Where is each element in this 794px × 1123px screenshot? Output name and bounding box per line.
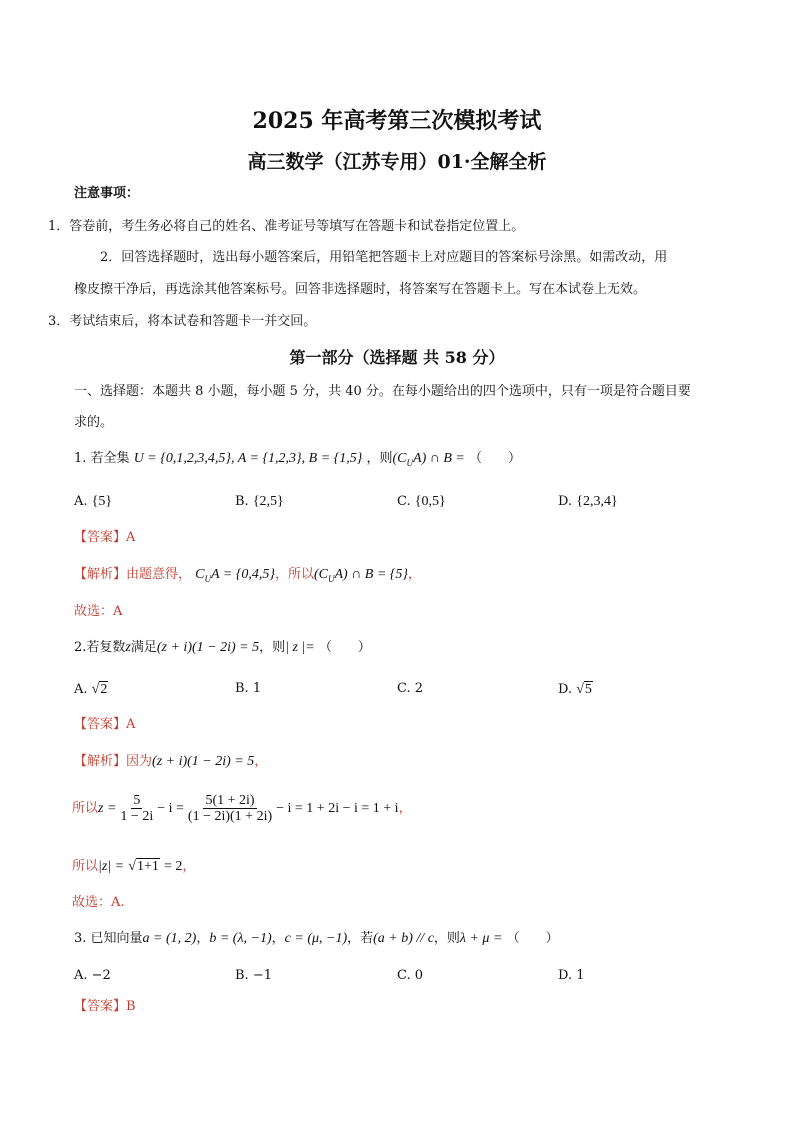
q1-analysis-text: 由题意得， — [126, 567, 192, 582]
q1-analysis-complement: A = {0,4,5} — [211, 567, 275, 582]
q3-option-d: D. 1 — [558, 968, 585, 983]
q2-option-a-value: √2 — [91, 682, 108, 697]
question-1-stem — [74, 451, 521, 471]
q2-abs-z: |z| = — [98, 859, 125, 874]
notes-heading: 注意事项： — [74, 186, 140, 201]
q2-analysis-comma: ， — [254, 754, 268, 769]
q2-fraction-2-num: 5(1 + 2i) — [205, 793, 255, 808]
q1-option-b-label: B. — [235, 494, 249, 509]
q3-answer-value: B — [126, 999, 136, 1014]
q2-stem-text-3: ，则 — [259, 640, 286, 655]
q1-analysis-c-sub: U — [204, 573, 212, 584]
q3-option-a: A. −2 — [74, 968, 111, 983]
q2-stem-text-2: 满足 — [130, 640, 157, 655]
q3-option-c: C. 0 — [397, 968, 424, 983]
q1-analysis-math-2 — [314, 567, 408, 582]
q1-analysis-comma: ， — [408, 567, 422, 582]
notes-item-3: 3．考试结束后，将本试卷和答题卡一并交回。 — [48, 314, 317, 329]
q1-option-b — [235, 494, 284, 510]
q3-condition: (a + b) // c — [373, 931, 434, 946]
q1-analysis — [74, 567, 421, 587]
q2-fraction-1 — [118, 793, 155, 824]
q2-analysis-text: 因为 — [126, 754, 153, 769]
q2-modulus — [72, 858, 195, 875]
answer-tag: 【答案】 — [74, 717, 127, 732]
q1-set-b: , B = {1,5} — [301, 451, 363, 466]
q1-analysis-result: A) ∩ B = {5} — [334, 567, 409, 582]
q1-analysis-c2-sub: U — [327, 573, 335, 584]
q2-option-c: C. 2 — [397, 681, 424, 696]
q3-option-b: B. −1 — [235, 968, 272, 983]
q2-fraction-2-den: (1 − 2i)(1 + 2i) — [187, 809, 273, 824]
notes-item-2-cont: 橡皮擦干净后，再选涂其他答案标号。回答非选择题时，将答案写在答题卡上。写在本试卷上无效。 — [74, 282, 647, 297]
q2-option-d-value: √5 — [576, 682, 592, 697]
q2-abs: | z |= — [285, 640, 315, 655]
analysis-tag: 【解析】 — [74, 754, 127, 769]
q2-z: z — [125, 640, 131, 655]
choose-label: 故选： — [72, 895, 112, 910]
q2-derivation — [72, 793, 412, 824]
q1-analysis-math-1 — [195, 567, 275, 582]
q3-stem-text-3: ，则 — [433, 931, 460, 946]
q2-choose-value: A. — [111, 895, 125, 910]
q1-analysis-text-2: ，所以 — [274, 567, 314, 582]
q1-option-a — [74, 494, 112, 510]
q1-option-d-value: {2,3,4} — [576, 494, 618, 509]
q1-expression — [393, 451, 465, 466]
q2-radicand: 1+1 — [136, 859, 159, 874]
q2-equation: (z + i)(1 − 2i) = 5 — [156, 640, 260, 655]
q2-option-d-radicand: 5 — [584, 682, 592, 697]
q2-comma-2: ， — [182, 859, 196, 874]
section-intro-cont: 求的。 — [74, 415, 114, 430]
q2-comma: ， — [398, 800, 412, 816]
q2-stem-text: 2.若复数 — [74, 640, 126, 655]
q2-option-d — [558, 681, 593, 698]
q2-option-a — [74, 681, 108, 698]
q3-vector-a: a = (1, 2) — [142, 931, 197, 946]
q2-paren: （ ） — [318, 640, 371, 655]
notes-item-2: 2．回答选择题时，选出每小题答案后，用铅笔把答题卡上对应题目的答案标号涂黑。如需改动，用 — [100, 250, 668, 265]
q2-answer — [74, 717, 135, 733]
q2-minus-i: − i = — [157, 800, 184, 816]
answer-tag: 【答案】 — [74, 999, 127, 1014]
q1-option-a-value: {5} — [91, 494, 113, 509]
q2-z-eq: z = — [98, 800, 117, 816]
q2-option-b: B. 1 — [235, 681, 262, 696]
section-intro: 一、选择题：本题共 8 小题，每小题 5 分，共 40 分。在每小题给出的四个选项中，只有一项是符合题目要 — [74, 384, 691, 399]
q3-target: λ + μ = — [459, 931, 503, 946]
q1-option-d-label: D. — [558, 494, 573, 509]
q1-option-b-value: {2,5} — [252, 494, 284, 509]
q3-sep-1: ， — [196, 931, 210, 946]
q2-analysis-equation: (z + i)(1 − 2i) = 5 — [152, 754, 255, 769]
q2-so-label-2: 所以 — [72, 859, 99, 874]
q1-answer-value: A — [126, 530, 136, 545]
document-subtitle: 高三数学（江苏专用）01·全解全析 — [247, 151, 547, 173]
part-heading: 第一部分（选择题 共 58 分） — [289, 348, 505, 367]
q1-expr-a: (C — [392, 451, 407, 466]
q2-fraction-1-num: 5 — [133, 793, 141, 808]
q1-set-a: , A = {1,2,3} — [230, 451, 302, 466]
q2-answer-value: A — [126, 717, 136, 732]
q1-expr-b: A) ∩ B = — [413, 451, 465, 466]
q1-choose — [74, 604, 122, 620]
q1-analysis-c: C — [195, 567, 205, 582]
question-2-stem — [74, 640, 371, 656]
q2-option-a-label: A. — [74, 682, 88, 697]
q1-stem-text-2: ，则 — [366, 451, 393, 466]
q2-simplified: − i = 1 + 2i − i = 1 + i — [276, 800, 399, 816]
q2-analysis — [74, 754, 267, 770]
q2-sqrt: √1+1 — [128, 859, 159, 874]
analysis-tag: 【解析】 — [74, 567, 127, 582]
q2-result: = 2 — [163, 859, 183, 874]
q1-option-d — [558, 494, 618, 510]
q1-paren: （ ） — [468, 451, 521, 466]
q2-so-label: 所以 — [72, 800, 99, 816]
q2-choose — [72, 895, 125, 911]
notes-item-1: 1．答卷前，考生务必将自己的姓名、准考证号等填写在答题卡和试卷指定位置上。 — [48, 219, 525, 234]
question-3-stem — [74, 931, 559, 947]
q3-sep-2: ， — [271, 931, 285, 946]
q1-set-u: U = {0,1,2,3,4,5} — [133, 451, 231, 466]
q1-option-c-value: {0,5} — [414, 494, 446, 509]
q3-stem-text-2: ，若 — [347, 931, 374, 946]
q2-fraction-2 — [186, 793, 274, 824]
document-title: 2025 年高考第三次模拟考试 — [252, 108, 542, 134]
q1-analysis-c2: (C — [313, 567, 328, 582]
q1-option-c-label: C. — [397, 494, 411, 509]
q3-answer — [74, 999, 136, 1015]
q1-expr-sub: U — [406, 457, 414, 468]
answer-tag: 【答案】 — [74, 530, 127, 545]
q3-stem-text: 3. 已知向量 — [74, 931, 143, 946]
choose-label: 故选： — [74, 604, 114, 619]
q2-option-d-label: D. — [558, 682, 573, 697]
q2-option-a-radicand: 2 — [100, 682, 108, 697]
q1-stem-text: 1. 若全集 — [74, 451, 130, 466]
q2-fraction-1-den: 1 − 2i — [120, 809, 154, 824]
q1-answer — [74, 530, 135, 546]
q1-option-a-label: A. — [74, 494, 88, 509]
q3-vector-c: c = (μ, −1) — [284, 931, 348, 946]
q1-option-c — [397, 494, 446, 510]
q3-paren: （ ） — [506, 931, 559, 946]
q1-choose-value: A — [113, 604, 123, 619]
q3-vector-b: b = (λ, −1) — [209, 931, 272, 946]
